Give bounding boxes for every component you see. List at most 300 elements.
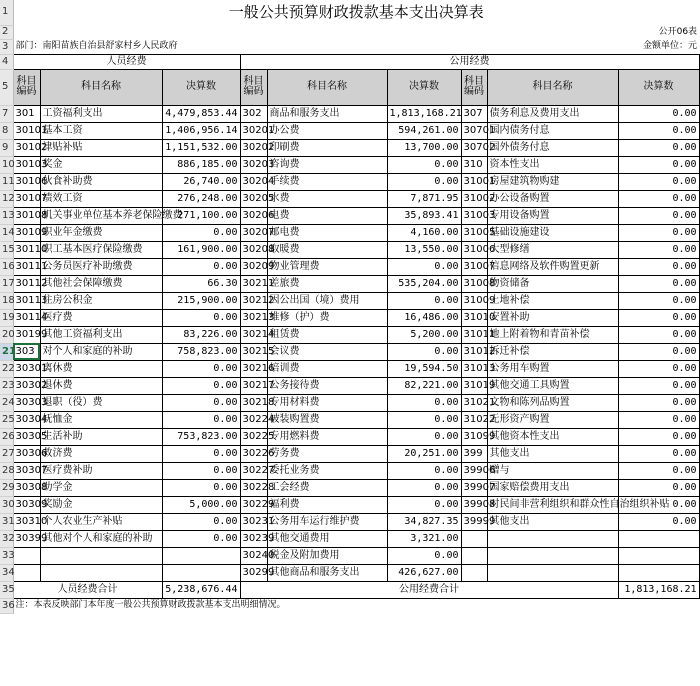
row-number[interactable]: 25 <box>0 411 13 428</box>
name-cell[interactable]: 基本工资 <box>40 122 162 139</box>
code-cell[interactable]: 30399 <box>13 530 40 547</box>
header-amount[interactable]: 决算数 <box>618 69 699 105</box>
code-cell[interactable]: 30109 <box>13 224 40 241</box>
name-cell[interactable]: 物业管理费 <box>267 258 387 275</box>
code-cell[interactable]: 30308 <box>13 479 40 496</box>
code-cell[interactable]: 30217 <box>240 377 267 394</box>
name-cell[interactable]: 专用设备购置 <box>487 207 618 224</box>
code-cell[interactable]: 30110 <box>13 241 40 258</box>
code-cell[interactable]: 39999 <box>461 513 487 530</box>
code-cell[interactable] <box>13 564 40 581</box>
amount-cell[interactable]: 0.00 <box>387 343 461 360</box>
name-cell[interactable]: 机关事业单位基本养老保险缴费 <box>40 207 162 224</box>
amount-cell[interactable]: 20,251.00 <box>387 445 461 462</box>
name-cell[interactable]: 生活补助 <box>40 428 162 445</box>
name-cell[interactable]: 委托业务费 <box>267 462 387 479</box>
amount-cell[interactable]: 26,740.00 <box>162 173 240 190</box>
amount-cell[interactable]: 0.00 <box>618 462 699 479</box>
code-cell[interactable]: 31099 <box>461 428 487 445</box>
code-cell[interactable]: 302 <box>240 105 267 122</box>
row-number[interactable]: 14 <box>0 224 13 241</box>
section-public[interactable]: 公用经费 <box>240 54 699 69</box>
name-cell[interactable]: 租赁费 <box>267 326 387 343</box>
row-number[interactable]: 36 <box>0 598 13 613</box>
row-number[interactable]: 2 <box>0 25 13 39</box>
amount-cell[interactable]: 0.00 <box>162 530 240 547</box>
amount-cell[interactable]: 0.00 <box>618 309 699 326</box>
code-cell[interactable]: 31001 <box>461 173 487 190</box>
code-cell[interactable]: 30203 <box>240 156 267 173</box>
amount-cell[interactable]: 0.00 <box>618 275 699 292</box>
name-cell[interactable]: 公务用车购置 <box>487 360 618 377</box>
code-cell[interactable]: 31006 <box>461 241 487 258</box>
name-cell[interactable]: 其他支出 <box>487 445 618 462</box>
name-cell[interactable]: 资本性支出 <box>487 156 618 173</box>
code-cell[interactable]: 30108 <box>13 207 40 224</box>
code-cell[interactable]: 30226 <box>240 445 267 462</box>
name-cell[interactable]: 债务利息及费用支出 <box>487 105 618 122</box>
code-cell[interactable]: 301 <box>13 105 40 122</box>
name-cell[interactable]: 商品和服务支出 <box>267 105 387 122</box>
amount-cell[interactable]: 0.00 <box>387 547 461 564</box>
header-name[interactable]: 科目名称 <box>267 69 387 105</box>
row-number[interactable]: 19 <box>0 309 13 326</box>
name-cell[interactable]: 因公出国（境）费用 <box>267 292 387 309</box>
row-number[interactable]: 15 <box>0 241 13 258</box>
amount-cell[interactable]: 0.00 <box>387 156 461 173</box>
amount-cell[interactable]: 0.00 <box>162 309 240 326</box>
amount-cell[interactable]: 13,550.00 <box>387 241 461 258</box>
department-label[interactable]: 部门：南阳苗族自治县舒家村乡人民政府 <box>15 40 178 51</box>
public-total-label[interactable]: 公用经费合计 <box>240 581 618 598</box>
amount-cell[interactable]: 0.00 <box>387 462 461 479</box>
amount-cell[interactable]: 0.00 <box>387 496 461 513</box>
amount-cell[interactable]: 0.00 <box>162 411 240 428</box>
code-cell[interactable]: 30307 <box>13 462 40 479</box>
row-number[interactable]: 10 <box>0 156 13 173</box>
name-cell[interactable]: 其他资本性支出 <box>487 428 618 445</box>
name-cell[interactable]: 工资福利支出 <box>40 105 162 122</box>
code-cell[interactable]: 31009 <box>461 292 487 309</box>
code-cell[interactable]: 31022 <box>461 411 487 428</box>
row-number[interactable]: 30 <box>0 496 13 513</box>
table-title[interactable]: 一般公共预算财政拨款基本支出决算表 <box>228 3 484 21</box>
name-cell[interactable]: 专用材料费 <box>267 394 387 411</box>
row-number[interactable]: 11 <box>0 173 13 190</box>
code-cell[interactable]: 307 <box>461 105 487 122</box>
name-cell[interactable]: 取暖费 <box>267 241 387 258</box>
code-cell[interactable] <box>461 530 487 547</box>
amount-cell[interactable] <box>618 564 699 581</box>
name-cell[interactable]: 伙食补助费 <box>40 173 162 190</box>
amount-cell[interactable]: 0.00 <box>387 258 461 275</box>
name-cell[interactable]: 物资储备 <box>487 275 618 292</box>
amount-cell[interactable]: 0.00 <box>387 411 461 428</box>
amount-cell[interactable]: 426,627.00 <box>387 564 461 581</box>
amount-cell[interactable]: 753,823.00 <box>162 428 240 445</box>
code-cell[interactable]: 30114 <box>13 309 40 326</box>
name-cell[interactable]: 税金及附加费用 <box>267 547 387 564</box>
amount-cell[interactable]: 0.00 <box>387 292 461 309</box>
name-cell[interactable]: 办公设备购置 <box>487 190 618 207</box>
amount-cell[interactable]: 0.00 <box>618 445 699 462</box>
name-cell[interactable]: 绩效工资 <box>40 190 162 207</box>
amount-cell[interactable]: 34,827.35 <box>387 513 461 530</box>
amount-cell[interactable]: 83,226.00 <box>162 326 240 343</box>
amount-cell[interactable]: 215,900.00 <box>162 292 240 309</box>
amount-cell[interactable]: 3,321.00 <box>387 530 461 547</box>
row-number[interactable]: 3 <box>0 39 13 54</box>
amount-cell[interactable]: 0.00 <box>618 173 699 190</box>
name-cell[interactable] <box>487 564 618 581</box>
header-code[interactable]: 科目编码 <box>461 69 487 105</box>
amount-cell[interactable]: 0.00 <box>618 224 699 241</box>
amount-cell[interactable]: 0.00 <box>618 326 699 343</box>
code-cell[interactable] <box>461 564 487 581</box>
header-code[interactable]: 科目编码 <box>13 69 40 105</box>
code-cell[interactable] <box>13 547 40 564</box>
table-note[interactable]: 注：本表反映部门本年度一般公共预算财政拨款基本支出明细情况。 <box>15 600 286 611</box>
amount-cell[interactable]: 0.00 <box>618 377 699 394</box>
row-number[interactable]: 9 <box>0 139 13 156</box>
amount-cell[interactable]: 0.00 <box>387 173 461 190</box>
code-cell[interactable]: 30101 <box>13 122 40 139</box>
name-cell[interactable]: 其他社会保障缴费 <box>40 275 162 292</box>
name-cell[interactable]: 拆迁补偿 <box>487 343 618 360</box>
code-cell[interactable]: 31003 <box>461 207 487 224</box>
row-number[interactable]: 33 <box>0 547 13 564</box>
name-cell[interactable]: 其他商品和服务支出 <box>267 564 387 581</box>
name-cell[interactable]: 救济费 <box>40 445 162 462</box>
amount-cell[interactable]: 161,900.00 <box>162 241 240 258</box>
name-cell[interactable]: 会议费 <box>267 343 387 360</box>
name-cell[interactable]: 退休费 <box>40 377 162 394</box>
name-cell[interactable]: 无形资产购置 <box>487 411 618 428</box>
row-number[interactable]: 35 <box>0 581 13 598</box>
name-cell[interactable]: 住房公积金 <box>40 292 162 309</box>
name-cell[interactable]: 差旅费 <box>267 275 387 292</box>
amount-cell[interactable]: 0.00 <box>387 428 461 445</box>
amount-cell[interactable]: 0.00 <box>618 139 699 156</box>
code-cell[interactable]: 30218 <box>240 394 267 411</box>
name-cell[interactable] <box>487 530 618 547</box>
name-cell[interactable]: 赠与 <box>487 462 618 479</box>
code-cell[interactable]: 31010 <box>461 309 487 326</box>
amount-cell[interactable]: 0.00 <box>387 479 461 496</box>
code-cell[interactable]: 30113 <box>13 292 40 309</box>
row-number[interactable]: 34 <box>0 564 13 581</box>
name-cell[interactable]: 公务接待费 <box>267 377 387 394</box>
code-cell[interactable]: 31002 <box>461 190 487 207</box>
name-cell[interactable]: 邮电费 <box>267 224 387 241</box>
amount-cell[interactable]: 0.00 <box>162 513 240 530</box>
name-cell[interactable]: 咨询费 <box>267 156 387 173</box>
name-cell[interactable]: 电费 <box>267 207 387 224</box>
row-number[interactable]: 5 <box>0 69 13 105</box>
name-cell[interactable]: 个人农业生产补贴 <box>40 513 162 530</box>
amount-cell[interactable] <box>618 530 699 547</box>
code-cell[interactable]: 30212 <box>240 292 267 309</box>
code-cell[interactable]: 30225 <box>240 428 267 445</box>
amount-cell[interactable] <box>162 547 240 564</box>
code-cell[interactable]: 30112 <box>13 275 40 292</box>
name-cell[interactable]: 水费 <box>267 190 387 207</box>
name-cell[interactable]: 抚恤金 <box>40 411 162 428</box>
code-cell[interactable]: 30301 <box>13 360 40 377</box>
code-cell[interactable]: 30207 <box>240 224 267 241</box>
row-number[interactable]: 28 <box>0 462 13 479</box>
amount-cell[interactable]: 0.00 <box>618 190 699 207</box>
amount-cell[interactable] <box>162 564 240 581</box>
code-cell[interactable]: 30702 <box>461 139 487 156</box>
header-amount[interactable]: 决算数 <box>387 69 461 105</box>
row-number[interactable]: 20 <box>0 326 13 343</box>
amount-cell[interactable]: 0.00 <box>618 207 699 224</box>
row-number[interactable]: 16 <box>0 258 13 275</box>
code-cell[interactable]: 39907 <box>461 479 487 496</box>
amount-cell[interactable]: 4,160.00 <box>387 224 461 241</box>
name-cell[interactable]: 劳务费 <box>267 445 387 462</box>
code-cell[interactable]: 30227 <box>240 462 267 479</box>
code-cell[interactable]: 30202 <box>240 139 267 156</box>
amount-cell[interactable] <box>618 547 699 564</box>
row-number[interactable]: 17 <box>0 275 13 292</box>
row-number[interactable]: 22 <box>0 360 13 377</box>
code-cell[interactable]: 30216 <box>240 360 267 377</box>
name-cell[interactable]: 职业年金缴费 <box>40 224 162 241</box>
header-name[interactable]: 科目名称 <box>487 69 618 105</box>
amount-cell[interactable]: 271,100.00 <box>162 207 240 224</box>
code-cell[interactable]: 30306 <box>13 445 40 462</box>
name-cell[interactable]: 退职（役）费 <box>40 394 162 411</box>
code-cell[interactable]: 30211 <box>240 275 267 292</box>
code-cell[interactable]: 30239 <box>240 530 267 547</box>
amount-cell[interactable]: 0.00 <box>618 241 699 258</box>
name-cell[interactable]: 公务用车运行维护费 <box>267 513 387 530</box>
row-number[interactable]: 21 <box>0 343 13 360</box>
code-cell[interactable]: 30102 <box>13 139 40 156</box>
row-number[interactable]: 27 <box>0 445 13 462</box>
amount-cell[interactable]: 0.00 <box>618 360 699 377</box>
name-cell[interactable]: 其他交通工具购置 <box>487 377 618 394</box>
amount-cell[interactable]: 0.00 <box>618 343 699 360</box>
personnel-total-label[interactable]: 人员经费合计 <box>13 581 162 598</box>
code-cell[interactable]: 39908 <box>461 496 487 513</box>
amount-cell[interactable]: 19,594.50 <box>387 360 461 377</box>
form-number[interactable]: 公开06表 <box>658 26 698 37</box>
amount-cell[interactable]: 1,813,168.21 <box>387 105 461 122</box>
code-cell[interactable]: 30206 <box>240 207 267 224</box>
code-cell[interactable]: 30107 <box>13 190 40 207</box>
code-cell[interactable]: 31013 <box>461 360 487 377</box>
code-cell[interactable] <box>461 547 487 564</box>
amount-cell[interactable]: 5,200.00 <box>387 326 461 343</box>
amount-cell[interactable]: 0.00 <box>618 122 699 139</box>
name-cell[interactable]: 工会经费 <box>267 479 387 496</box>
name-cell[interactable] <box>40 547 162 564</box>
amount-cell[interactable]: 535,204.00 <box>387 275 461 292</box>
name-cell[interactable] <box>487 547 618 564</box>
code-cell[interactable]: 30199 <box>13 326 40 343</box>
code-cell[interactable]: 39906 <box>461 462 487 479</box>
name-cell[interactable]: 基础设施建设 <box>487 224 618 241</box>
name-cell[interactable]: 其他交通费用 <box>267 530 387 547</box>
code-cell[interactable]: 30215 <box>240 343 267 360</box>
name-cell[interactable]: 国外债务付息 <box>487 139 618 156</box>
amount-cell[interactable]: 16,486.00 <box>387 309 461 326</box>
amount-cell[interactable]: 276,248.00 <box>162 190 240 207</box>
name-cell[interactable]: 办公费 <box>267 122 387 139</box>
amount-cell[interactable]: 886,185.00 <box>162 156 240 173</box>
code-cell[interactable]: 30299 <box>240 564 267 581</box>
name-cell[interactable]: 被装购置费 <box>267 411 387 428</box>
code-cell[interactable]: 31008 <box>461 275 487 292</box>
amount-cell[interactable]: 0.00 <box>618 496 699 513</box>
code-cell[interactable]: 30214 <box>240 326 267 343</box>
amount-cell[interactable]: 594,261.00 <box>387 122 461 139</box>
amount-cell[interactable]: 0.00 <box>618 156 699 173</box>
amount-cell[interactable]: 0.00 <box>618 105 699 122</box>
code-cell[interactable]: 30204 <box>240 173 267 190</box>
public-total-value[interactable]: 1,813,168.21 <box>618 581 699 598</box>
amount-cell[interactable]: 4,479,853.44 <box>162 105 240 122</box>
amount-cell[interactable]: 0.00 <box>618 428 699 445</box>
amount-cell[interactable]: 0.00 <box>618 479 699 496</box>
row-number[interactable]: 8 <box>0 122 13 139</box>
name-cell[interactable]: 离休费 <box>40 360 162 377</box>
amount-cell[interactable]: 5,000.00 <box>162 496 240 513</box>
amount-cell[interactable]: 13,700.00 <box>387 139 461 156</box>
code-cell[interactable]: 303 <box>13 343 40 360</box>
code-cell[interactable]: 31011 <box>461 326 487 343</box>
name-cell[interactable]: 奖金 <box>40 156 162 173</box>
personnel-total-value[interactable]: 5,238,676.44 <box>162 581 240 598</box>
name-cell[interactable]: 职工基本医疗保险缴费 <box>40 241 162 258</box>
amount-cell[interactable]: 0.00 <box>162 360 240 377</box>
row-number[interactable]: 4 <box>0 54 13 69</box>
name-cell[interactable]: 国家赔偿费用支出 <box>487 479 618 496</box>
amount-cell[interactable]: 0.00 <box>618 411 699 428</box>
amount-cell[interactable]: 7,871.95 <box>387 190 461 207</box>
name-cell[interactable]: 培训费 <box>267 360 387 377</box>
amount-cell[interactable]: 0.00 <box>618 394 699 411</box>
code-cell[interactable]: 30309 <box>13 496 40 513</box>
name-cell[interactable]: 房屋建筑物购建 <box>487 173 618 190</box>
code-cell[interactable]: 310 <box>461 156 487 173</box>
amount-cell[interactable]: 0.00 <box>618 258 699 275</box>
name-cell[interactable]: 大型修缮 <box>487 241 618 258</box>
name-cell[interactable]: 维修（护）费 <box>267 309 387 326</box>
code-cell[interactable]: 30303 <box>13 394 40 411</box>
code-cell[interactable]: 30209 <box>240 258 267 275</box>
name-cell[interactable]: 其他工资福利支出 <box>40 326 162 343</box>
name-cell[interactable]: 地上附着物和青苗补偿 <box>487 326 618 343</box>
row-number[interactable]: 1 <box>0 0 13 25</box>
code-cell[interactable]: 30310 <box>13 513 40 530</box>
code-cell[interactable]: 30231 <box>240 513 267 530</box>
name-cell[interactable]: 专用燃料费 <box>267 428 387 445</box>
name-cell[interactable]: 公务员医疗补助缴费 <box>40 258 162 275</box>
code-cell[interactable]: 30106 <box>13 173 40 190</box>
code-cell[interactable]: 31021 <box>461 394 487 411</box>
row-number[interactable]: 29 <box>0 479 13 496</box>
row-number[interactable]: 23 <box>0 377 13 394</box>
code-cell[interactable]: 30224 <box>240 411 267 428</box>
amount-cell[interactable]: 0.00 <box>618 513 699 530</box>
code-cell[interactable]: 399 <box>461 445 487 462</box>
header-code[interactable]: 科目编码 <box>240 69 267 105</box>
code-cell[interactable]: 30103 <box>13 156 40 173</box>
header-name[interactable]: 科目名称 <box>40 69 162 105</box>
name-cell[interactable]: 福利费 <box>267 496 387 513</box>
amount-cell[interactable]: 1,151,532.00 <box>162 139 240 156</box>
name-cell[interactable]: 助学金 <box>40 479 162 496</box>
amount-cell[interactable]: 0.00 <box>162 377 240 394</box>
section-personnel[interactable]: 人员经费 <box>13 54 240 69</box>
name-cell[interactable]: 医疗费补助 <box>40 462 162 479</box>
amount-cell[interactable]: 35,893.41 <box>387 207 461 224</box>
name-cell[interactable]: 奖励金 <box>40 496 162 513</box>
code-cell[interactable]: 30229 <box>240 496 267 513</box>
amount-cell[interactable]: 0.00 <box>162 445 240 462</box>
code-cell[interactable]: 30111 <box>13 258 40 275</box>
name-cell[interactable]: 文物和陈列品购置 <box>487 394 618 411</box>
amount-cell[interactable]: 1,406,956.14 <box>162 122 240 139</box>
code-cell[interactable]: 31005 <box>461 224 487 241</box>
code-cell[interactable]: 30701 <box>461 122 487 139</box>
code-cell[interactable]: 30228 <box>240 479 267 496</box>
name-cell[interactable]: 对民间非营利组织和群众性自治组织补贴 <box>487 496 618 513</box>
amount-cell[interactable]: 66.30 <box>162 275 240 292</box>
code-cell[interactable]: 30304 <box>13 411 40 428</box>
row-number[interactable]: 7 <box>0 105 13 122</box>
name-cell[interactable]: 印刷费 <box>267 139 387 156</box>
code-cell[interactable]: 31007 <box>461 258 487 275</box>
name-cell[interactable]: 土地补偿 <box>487 292 618 309</box>
code-cell[interactable]: 30302 <box>13 377 40 394</box>
name-cell[interactable]: 对个人和家庭的补助 <box>40 343 162 360</box>
name-cell[interactable] <box>40 564 162 581</box>
row-number[interactable]: 13 <box>0 207 13 224</box>
name-cell[interactable]: 其他支出 <box>487 513 618 530</box>
code-cell[interactable]: 31019 <box>461 377 487 394</box>
amount-cell[interactable]: 0.00 <box>162 258 240 275</box>
row-number[interactable]: 18 <box>0 292 13 309</box>
amount-cell[interactable]: 0.00 <box>162 224 240 241</box>
name-cell[interactable]: 国内债务付息 <box>487 122 618 139</box>
name-cell[interactable]: 其他对个人和家庭的补助 <box>40 530 162 547</box>
amount-cell[interactable]: 758,823.00 <box>162 343 240 360</box>
name-cell[interactable]: 津贴补贴 <box>40 139 162 156</box>
name-cell[interactable]: 手续费 <box>267 173 387 190</box>
code-cell[interactable]: 30240 <box>240 547 267 564</box>
amount-cell[interactable]: 0.00 <box>618 292 699 309</box>
row-number[interactable]: 24 <box>0 394 13 411</box>
code-cell[interactable]: 30305 <box>13 428 40 445</box>
amount-cell[interactable]: 0.00 <box>162 462 240 479</box>
row-number[interactable]: 12 <box>0 190 13 207</box>
name-cell[interactable]: 安置补助 <box>487 309 618 326</box>
row-number[interactable]: 26 <box>0 428 13 445</box>
row-number[interactable]: 32 <box>0 530 13 547</box>
header-amount[interactable]: 决算数 <box>162 69 240 105</box>
amount-cell[interactable]: 82,221.00 <box>387 377 461 394</box>
code-cell[interactable]: 30213 <box>240 309 267 326</box>
code-cell[interactable]: 31012 <box>461 343 487 360</box>
code-cell[interactable]: 30201 <box>240 122 267 139</box>
row-number[interactable]: 31 <box>0 513 13 530</box>
name-cell[interactable]: 医疗费 <box>40 309 162 326</box>
